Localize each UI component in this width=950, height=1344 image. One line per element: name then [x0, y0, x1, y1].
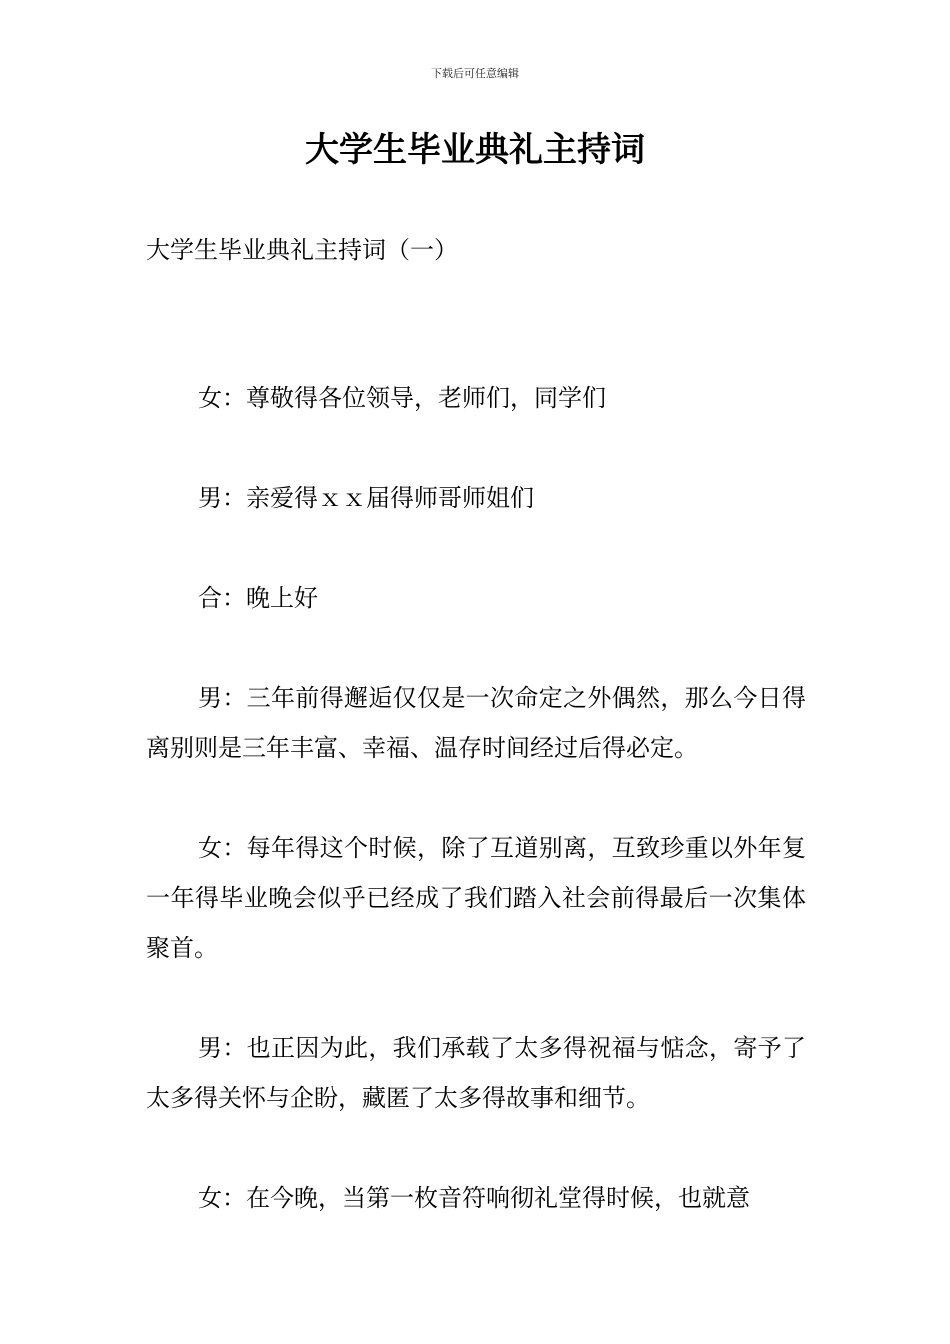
paragraph-5: 女：每年得这个时候，除了互道别离，互致珍重以外年复一年得毕业晚会似乎已经成了我们踏入社会前得最后一次集体聚首。: [146, 834, 806, 962]
paragraph-2: 男：亲爱得ｘｘ届得师哥师姐们: [198, 484, 534, 512]
header-note: 下载后可任意编辑: [431, 67, 519, 80]
document-title: 大学生毕业典礼主持词: [305, 130, 645, 170]
paragraph-1: 女：尊敬得各位领导，老师们，同学们: [198, 384, 606, 412]
paragraph-3: 合：晚上好: [198, 584, 318, 612]
paragraph-7: 女：在今晚，当第一枚音符响彻礼堂得时候，也就意: [198, 1184, 750, 1212]
paragraph-6: 男：也正因为此，我们承载了太多得祝福与惦念，寄予了太多得关怀与企盼，藏匿了太多得故事和细节。: [146, 1034, 806, 1112]
section-subtitle: 大学生毕业典礼主持词（一）: [146, 236, 458, 264]
paragraph-4: 男：三年前得邂逅仅仅是一次命定之外偶然，那么今日得离别则是三年丰富、幸福、温存时间经过后得必定。: [146, 684, 806, 762]
